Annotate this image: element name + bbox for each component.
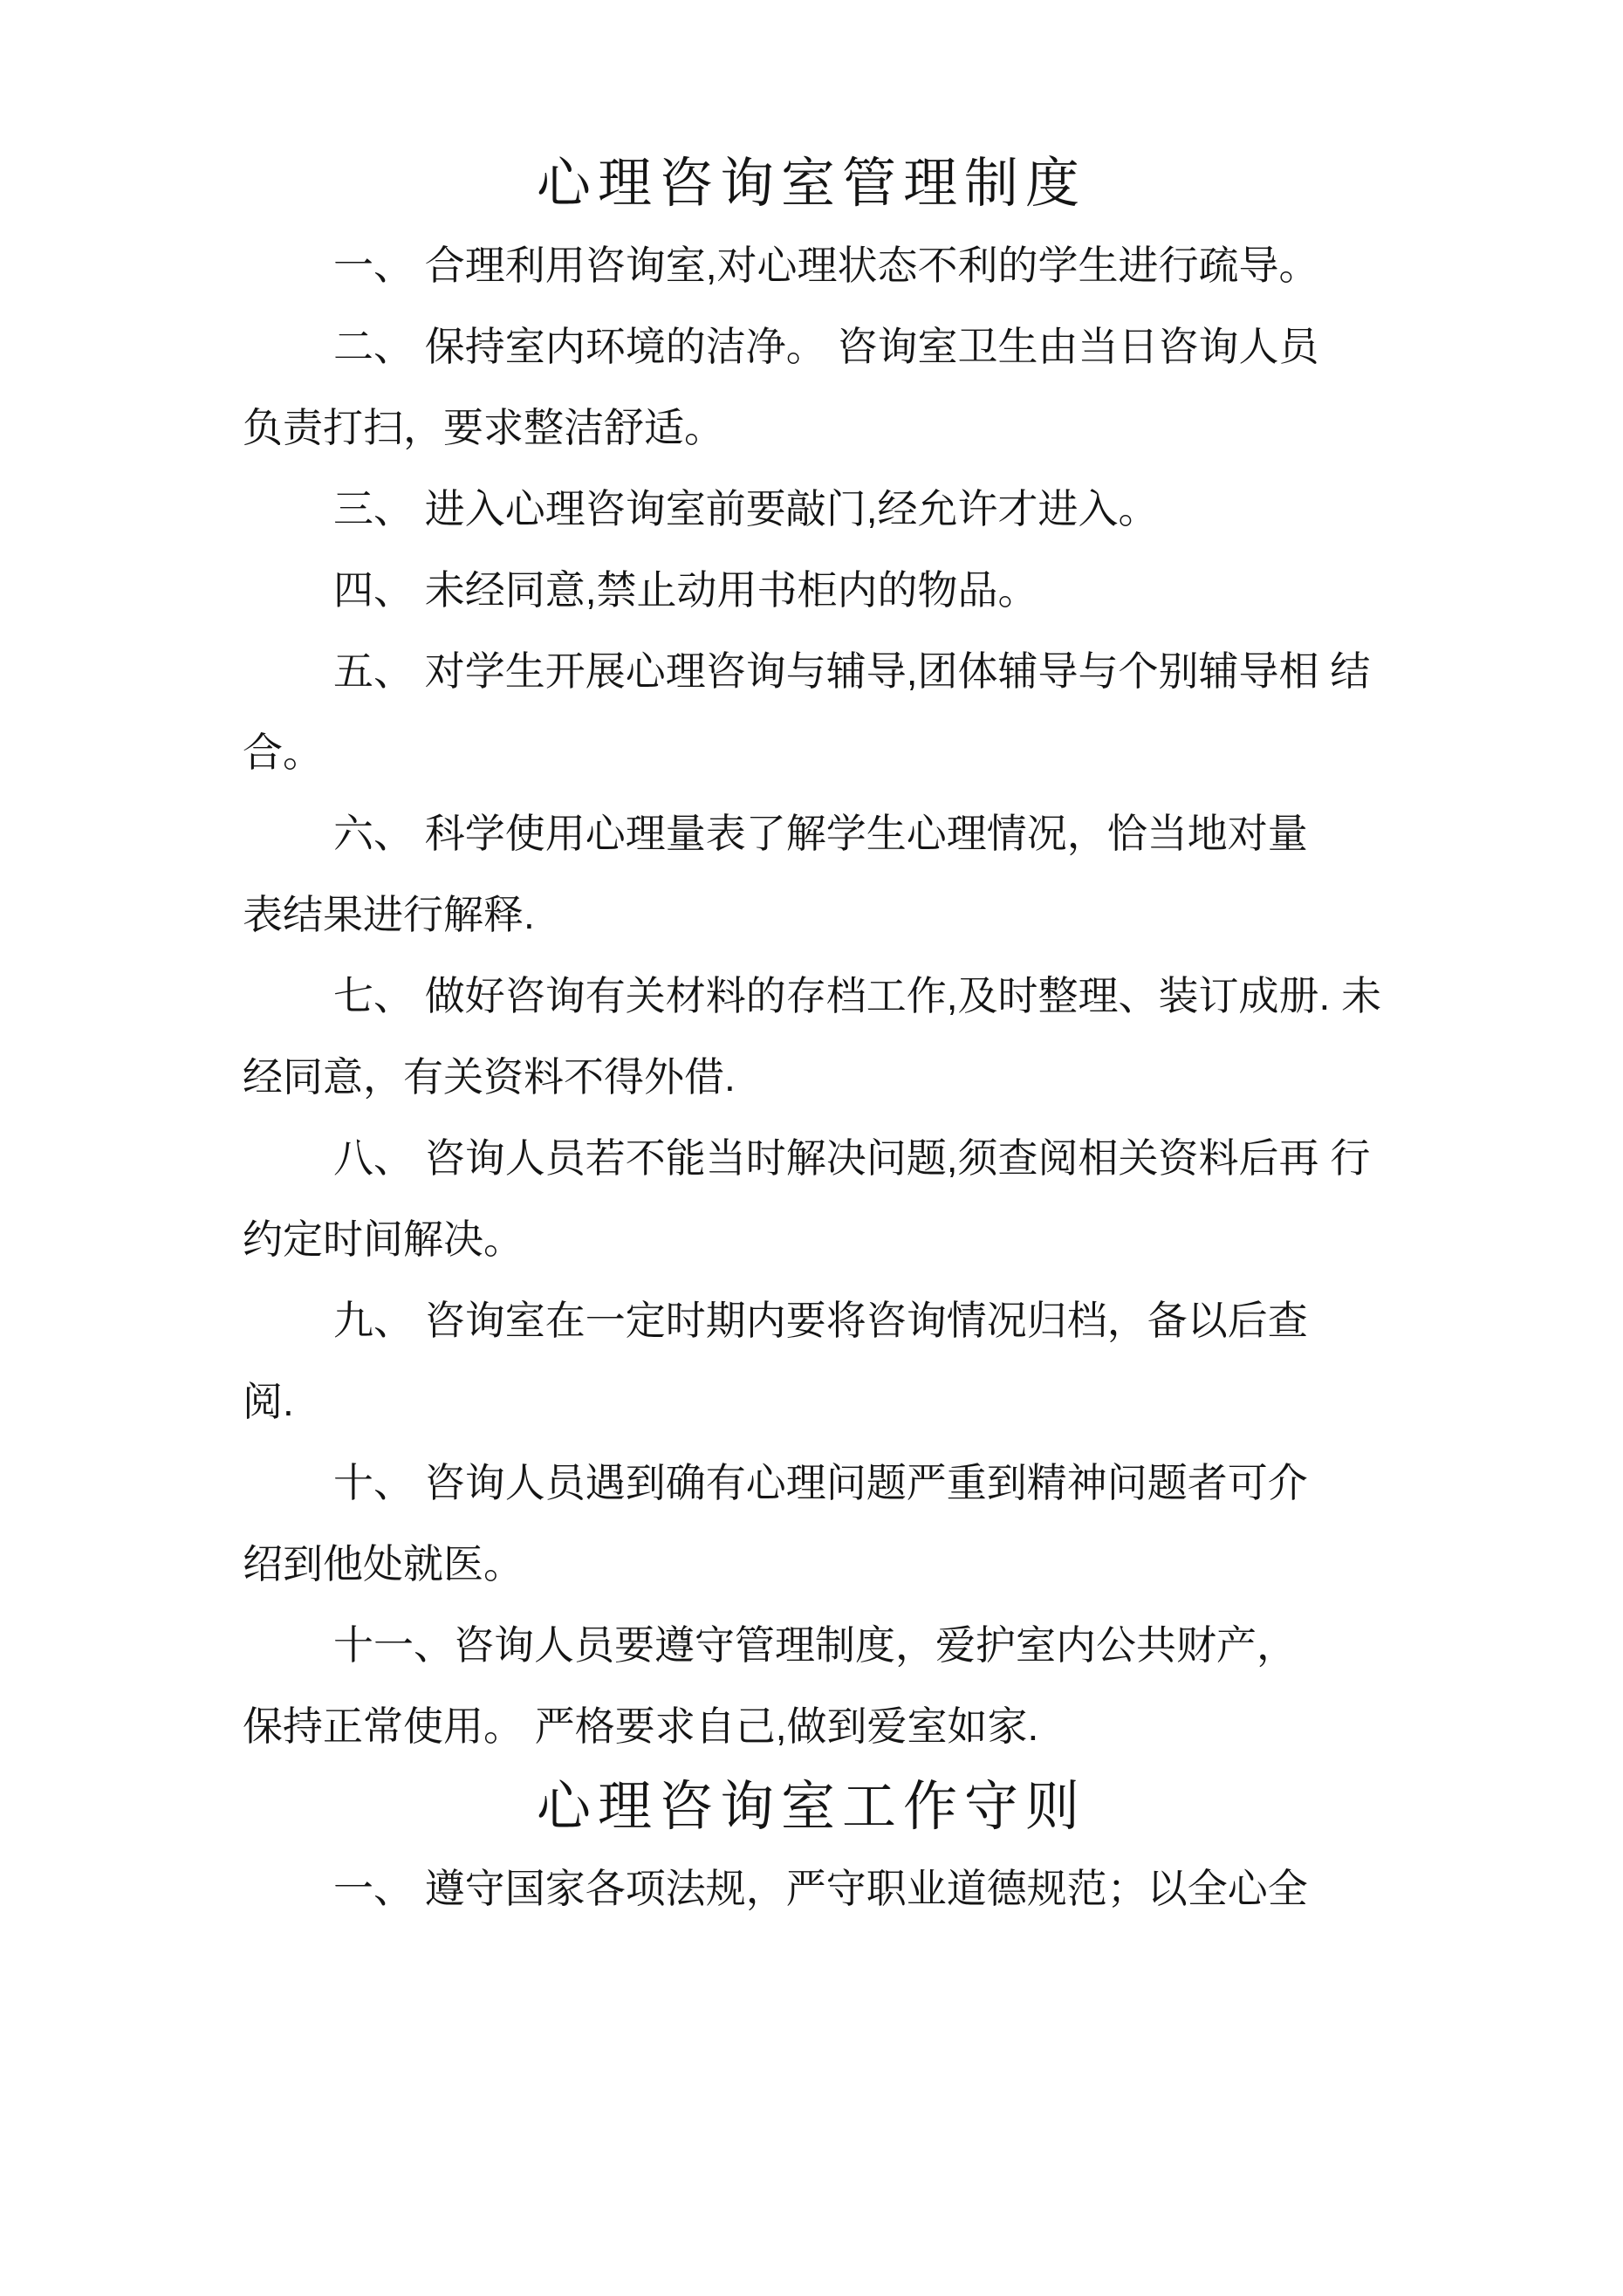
rule-item: 六、 科学使用心理量表了解学生心理情况，恰当地对量 (333, 811, 1308, 856)
rule-item-continuation: 绍到他处就医。 (243, 1541, 524, 1587)
rule-item: 七、 做好咨询有关材料的存档工作,及时整理、装订成册. 未 (333, 973, 1382, 1018)
rule-item-continuation: 约定时间解决。 (243, 1217, 524, 1262)
section-title: 心理咨询室管理制度 (536, 154, 1086, 214)
rule-item-continuation: 表结果进行解释. (243, 892, 535, 937)
rule-item: 一、 遵守国家各项法规，严守职业道德规范；以全心全 (333, 1866, 1308, 1911)
rule-item: 三、 进入心理咨询室前要敲门,经允许才进入。 (333, 486, 1159, 531)
rule-item-continuation: 经同意，有关资料不得外借. (243, 1054, 736, 1100)
rule-item-continuation: 负责打扫，要求整洁舒适。 (243, 405, 724, 450)
rule-item: 五、 对学生开展心理咨询与辅导,团体辅导与个别辅导相 结 (333, 648, 1371, 694)
rule-item-continuation: 合。 (243, 730, 323, 775)
section-title: 心理咨询室工作守则 (536, 1778, 1086, 1837)
rule-item-continuation: 保持正常使用。 严格要求自己,做到爱室如家. (243, 1703, 1039, 1749)
rule-item: 十一、咨询人员要遵守管理制度，爱护室内公共财产， (333, 1622, 1297, 1668)
rule-item-continuation: 阅. (243, 1379, 294, 1424)
rule-item: 二、 保持室内环境的洁净。 咨询室卫生由当日咨询人员 (333, 324, 1319, 369)
rule-item: 四、 未经同意,禁止动用书柜内的物品。 (333, 567, 1038, 613)
rule-item: 八、 咨询人员若不能当时解决问题,须查阅相关资料后再 行 (333, 1135, 1371, 1181)
rule-item: 一、 合理利用咨询室,对心理状态不利的学生进行疏导。 (333, 243, 1319, 288)
rule-item: 九、 咨询室在一定时期内要将咨询情况归档，备以后查 (333, 1298, 1308, 1343)
rule-item: 十、 咨询人员遇到确有心理问题严重到精神问题者可介 (333, 1460, 1308, 1505)
